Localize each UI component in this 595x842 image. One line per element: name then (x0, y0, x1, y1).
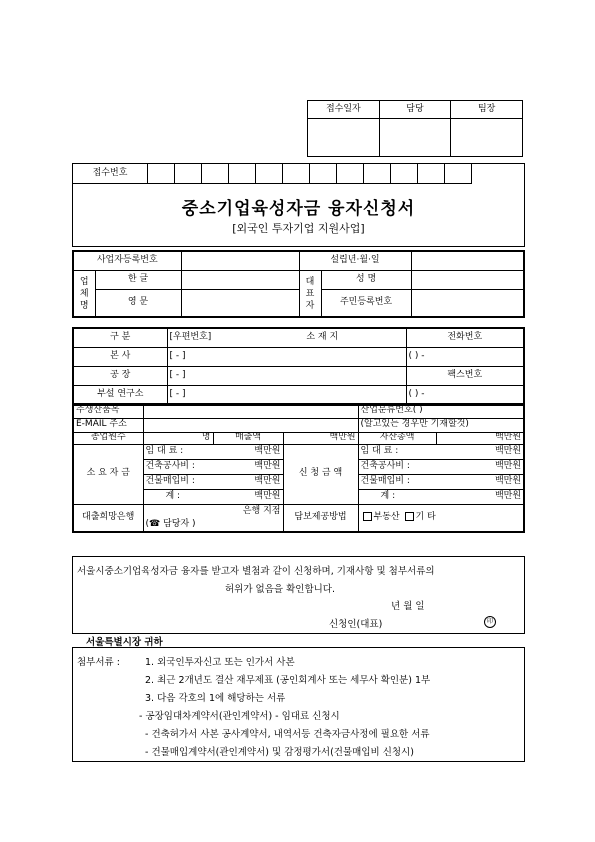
approval-header-staff: 담당 (379, 101, 451, 119)
req-total-field[interactable]: 계 : 백만원 (143, 489, 283, 504)
employees-label: 종업원수 (73, 432, 143, 444)
resident-no-label: 주민등록번호 (321, 290, 411, 318)
real-estate-checkbox[interactable] (363, 512, 372, 521)
receipt-no-label: 접수번호 (73, 164, 148, 184)
receipt-no-box-6[interactable] (283, 164, 310, 184)
receipt-no-box-2[interactable] (175, 164, 202, 184)
fax-field[interactable]: ( ) - (406, 386, 524, 406)
attachment-subitem-3: - 건물매입계약서(관인계약서) 및 감정평가서(건물매입비 신청시) (145, 747, 414, 758)
attachment-item-2: 2. 최근 2개년도 결산 재무제표 (공인회계사 또는 세무사 확인분) 1부 (145, 675, 431, 686)
receipt-no-box-8[interactable] (337, 164, 364, 184)
title-box (72, 163, 525, 247)
division-header: 구 분 (73, 328, 167, 348)
attachments-box (72, 647, 525, 762)
requested-amount-label: 신 청 금 액 (283, 444, 358, 504)
company-section (72, 250, 525, 318)
required-funds-label: 소 요 자 금 (73, 444, 143, 504)
approval-date-field[interactable] (308, 119, 380, 157)
company-name-label: 업 체 명 (73, 271, 95, 318)
receipt-no-box-9[interactable] (364, 164, 391, 184)
receipt-no-box-7[interactable] (310, 164, 337, 184)
declaration-line-2: 허위가 없음을 확인합니다. (225, 584, 336, 595)
employees-unit[interactable]: 명 (143, 432, 213, 444)
assets-unit[interactable]: 백만원 (436, 432, 524, 444)
phone-header: 전화번호 (406, 328, 524, 348)
factory-label: 공 장 (73, 367, 167, 386)
sales-label: 매출액 (213, 432, 283, 444)
attachment-subitem-1: - 공장임대차계약서(관인계약서) - 임대료 신청시 (139, 711, 340, 722)
industry-note: (알고있는 경우만 기재할것) (358, 418, 524, 432)
real-estate-label: 부동산 (373, 512, 400, 523)
address-header: 소 재 지 (239, 328, 406, 348)
page-subtitle: [외국인 투자기업 지원사업] (232, 222, 365, 235)
representative-label: 대 표 자 (299, 271, 321, 318)
req-rent-field[interactable]: 임 대 료 : 백만원 (143, 444, 283, 459)
collateral-options (358, 504, 524, 532)
recipient: 서울특별시장 귀하 (86, 637, 163, 648)
postcode-header: [우편번호] (167, 328, 239, 348)
etc-label: 기 타 (415, 512, 436, 523)
receipt-no-box-11[interactable] (418, 164, 445, 184)
email-label: E-MAIL 주소 (73, 418, 143, 432)
etc-checkbox[interactable] (405, 512, 414, 521)
loan-bank-field[interactable]: 은행 지점 (☎ 담당자 ) (143, 504, 283, 532)
english-name-field[interactable] (181, 290, 299, 318)
app-total-field[interactable]: 계 : 백만원 (358, 489, 524, 504)
declaration-line-1: 서울시중소기업육성자금 융자를 받고자 별첨과 같이 신청하며, 기재사항 및 첨부서류의 (77, 566, 435, 577)
app-rent-field[interactable]: 임 대 료 : 백만원 (358, 444, 524, 459)
attachment-item-1: 1. 외국인투자신고 또는 인가서 사본 (145, 657, 295, 668)
approval-header-date: 접수일자 (308, 101, 380, 119)
industry-code-field[interactable]: 산업분류번호( ) (358, 404, 524, 418)
biz-reg-no-field[interactable] (181, 251, 299, 271)
sales-unit[interactable]: 백만원 (283, 432, 358, 444)
req-building-field[interactable]: 건물매입비 : 백만원 (143, 474, 283, 489)
receipt-no-box-4[interactable] (229, 164, 256, 184)
location-section (72, 327, 525, 406)
attachment-item-3: 3. 다음 각호의 1에 해당하는 서류 (145, 693, 286, 704)
english-name-label: 영 문 (95, 290, 181, 318)
req-construction-field[interactable]: 건축공사비 : 백만원 (143, 459, 283, 474)
declaration-box (72, 556, 525, 634)
approval-leader-field[interactable] (451, 119, 523, 157)
fax-header: 팩스번호 (406, 367, 524, 386)
rep-name-label: 성 명 (321, 271, 411, 290)
resident-no-field[interactable] (411, 290, 524, 318)
rep-name-field[interactable] (411, 271, 524, 290)
factory-address-field[interactable]: [ - ] (167, 367, 406, 386)
head-office-address-field[interactable]: [ - ] (167, 348, 406, 367)
seal-icon: 印 (484, 615, 496, 628)
page-title: 중소기업육성자금 융자신청서 (181, 199, 416, 219)
receipt-no-box-5[interactable] (256, 164, 283, 184)
lab-address-field[interactable]: [ - ] (167, 386, 406, 406)
main-product-label: 주생산품목 (73, 404, 143, 418)
attachment-subitem-2: - 건축허가서 사본 공사계약서, 내역서등 건축자금사정에 필요한 서류 (145, 729, 430, 740)
biz-reg-no-label: 사업자등록번호 (73, 251, 181, 271)
applicant-label: 신청인(대표) (329, 619, 383, 630)
approval-staff-field[interactable] (379, 119, 451, 157)
founded-label: 설립년·월·일 (299, 251, 411, 271)
receipt-no-box-12[interactable] (445, 164, 472, 184)
approval-header-leader: 팀장 (451, 101, 523, 119)
head-office-phone-field[interactable]: ( ) - (406, 348, 524, 367)
lab-label: 부설 연구소 (73, 386, 167, 406)
approval-box (307, 100, 523, 157)
founded-field[interactable] (411, 251, 524, 271)
receipt-no-box-3[interactable] (202, 164, 229, 184)
loan-bank-label: 대출희망은행 (73, 504, 143, 532)
assets-label: 자산총액 (358, 432, 436, 444)
app-construction-field[interactable]: 건축공사비 : 백만원 (358, 459, 524, 474)
receipt-no-box-1[interactable] (148, 164, 175, 184)
email-field[interactable] (143, 418, 358, 432)
app-building-field[interactable]: 건물매입비 : 백만원 (358, 474, 524, 489)
main-product-field[interactable] (143, 404, 358, 418)
collateral-label: 담보제공방법 (283, 504, 358, 532)
declaration-date[interactable]: 년 월 일 (391, 601, 425, 612)
head-office-label: 본 사 (73, 348, 167, 367)
receipt-no-box-10[interactable] (391, 164, 418, 184)
korean-name-label: 한 글 (95, 271, 181, 290)
attachments-label: 첨부서류 : (77, 657, 120, 668)
business-section (72, 403, 525, 533)
korean-name-field[interactable] (181, 271, 299, 290)
